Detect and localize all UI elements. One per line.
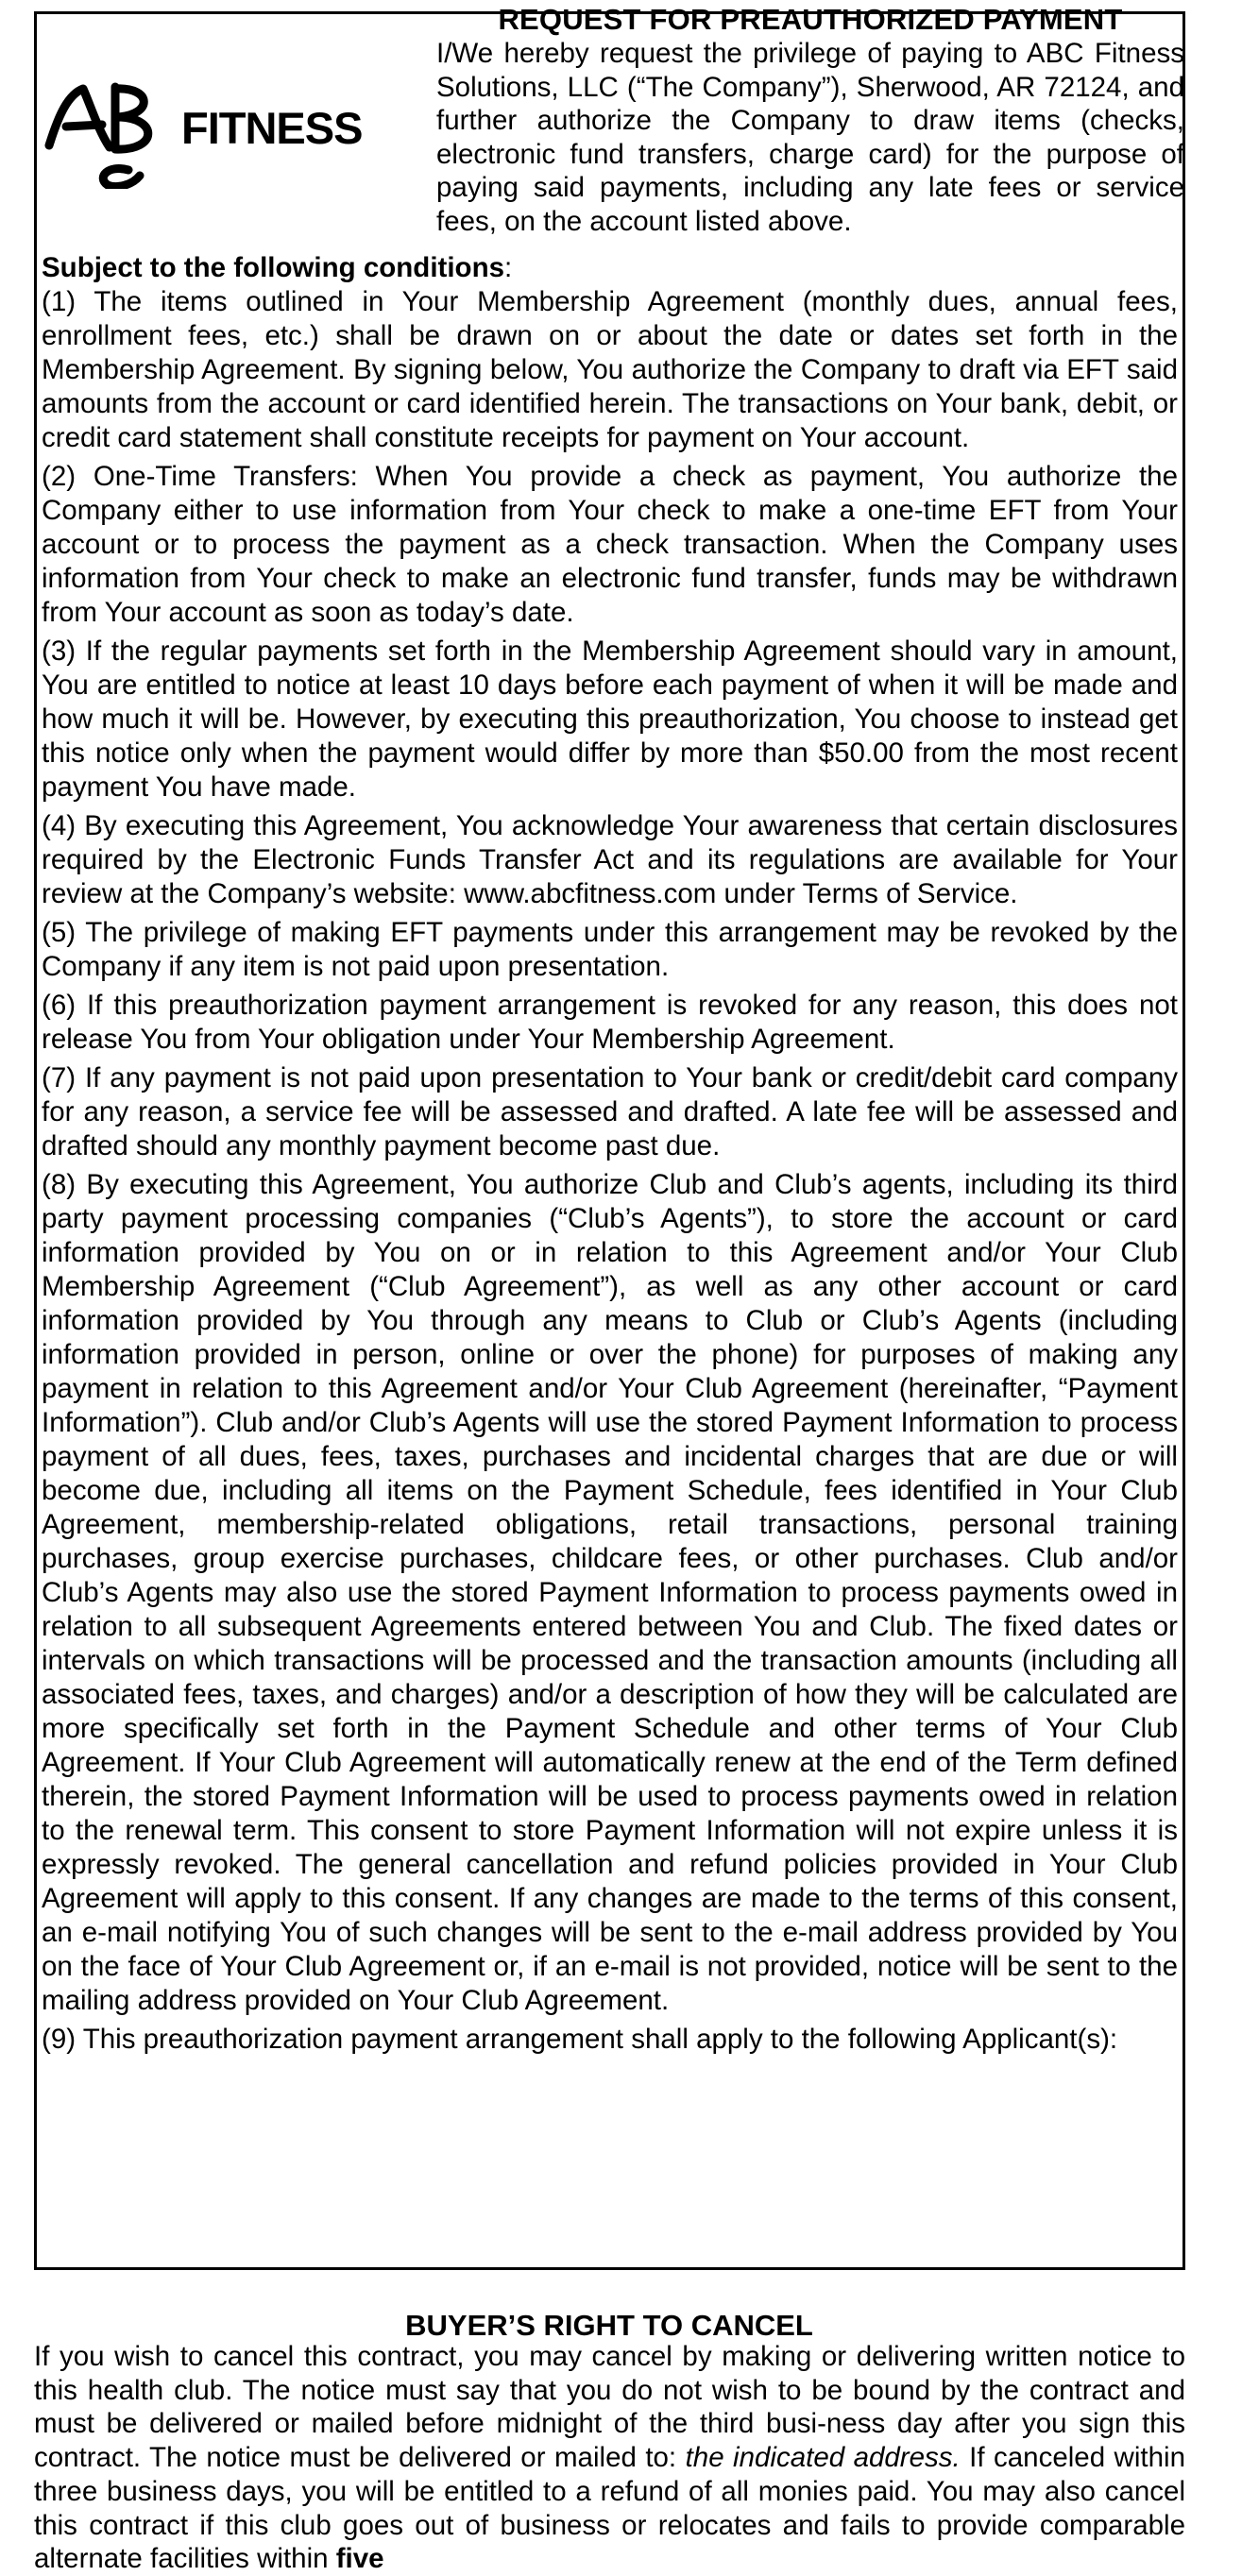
cancel-text-italic: the indicated address. [685,2442,961,2474]
conditions-section [42,251,1178,2061]
condition-item-8: (8) By executing this Agreement, You authorize Club and Club’s agents, including its third party payment processing companies (“Club’s Agents”), to store the account or card information provided by You on or in relation to this Agreement and/or Your Club Membership Agreement (“Club Agreement”), as well as any other account or card information provided by You through any means to Club or Club’s Agents (including information provided in person, online or over the phone) for purposes of making any payment in relation to this Agreement and/or Your Club Agreement (hereinafter, “Payment Information”). Club and/or Club’s Agents will use the stored Payment Information to process payment of all dues, fees, taxes, purchases and incidental charges that are due or will become due, including all items on the Payment Schedule, fees identified in Your Club Agreement, membership-related obligations, retail transactions, personal training purchases, group exercise purchases, childcare fees, or other purchases. Club and/or Club’s Agents may also use the stored Payment Information to process payments owed in relation to all subsequent Agreements entered between You and Club. The fixed dates or intervals on which transactions will be processed and the transaction amounts (including all associated fees, taxes, and charges) and/or a description of how they will be calculated are more specifically set forth in the Payment Schedule and other terms of Your Club Agreement. If Your Club Agreement will automatically renew at the end of the Term defined therein, the stored Payment Information will be used to process payments owed in relation to the renewal term. This consent to store Payment Information will not expire unless it is expressly revoked. The general cancellation and refund policies provided in Your Club Agreement will apply to this consent. If any changes are made to the terms of this consent, an e-mail notifying You of such changes will be sent to the e-mail address provided by You on the face of Your Club Agreement or, if an e-mail is not provided, notice will be sent to the mailing address provided on Your Club Agreement. [42,1169,1178,2016]
condition-item-2: (2) One-Time Transfers: When You provide a check as payment, You authorize the Company either to use information from Your check to make a one-time EFT from Your account or to process the payment as a check transaction. When the Company uses information from Your check to make an electronic fund transfer, funds may be withdrawn from Your account as soon as today’s date. [42,461,1178,628]
conditions-heading-colon: : [504,252,513,283]
condition-item-4: (4) By executing this Agreement, You acknowledge Your awareness that certain disclosures required by the Electronic Funds Transfer Act and its regulations are available for Your review at the Company’s website: www.abcfitness.com under Terms of Service. [42,810,1178,909]
conditions-heading-text: Subject to the following conditions [42,252,504,283]
cancel-text-part-1: If you wish to cancel this contract, you may cancel by making or delivering written notice to this health club. The notice must say that you do not wish to be bound by the contract and must be delivered or mailed before midnight of the third busi-ness day after you sign this contract. The notice must be delivered or mailed to: [34,2341,1185,2474]
condition-item-9: (9) This preauthorization payment arrangement shall apply to the following Applicant(s): [42,2024,1118,2055]
logo-wordmark: FITNESS [181,103,363,153]
abc-logo-mark-icon [42,77,391,189]
request-paragraph: I/We hereby request the privilege of paying to ABC Fitness Solutions, LLC (“The Company”), Sherwood, AR 72124, and further authorize the Company to draw items (checks, electronic fund transfers, charge card) for the purpose of paying said payments, including any late fees or service fees, on the account listed above. [436,38,1184,237]
cancel-text-bold: five [335,2543,384,2575]
condition-item-1: (1) The items outlined in Your Membership Agreement (monthly dues, annual fees, enrollment fees, etc.) shall be drawn on or about the date or dates set forth in the Membership Agreement. By signing below, You authorize the Company to draft via EFT said amounts from the account or card identified herein. The transactions on Your bank, debit, or credit card statement shall constitute receipts for payment on Your account. [42,286,1178,453]
cancel-paragraph [34,2340,1185,2576]
condition-item-7: (7) If any payment is not paid upon presentation to Your bank or credit/debit card company for any reason, a service fee will be assessed and drafted. A late fee will be assessed and drafted should any monthly payment become past due. [42,1062,1178,1161]
request-title: REQUEST FOR PREAUTHORIZED PAYMENT [498,3,1123,36]
abc-fitness-logo [42,77,391,189]
cancel-text-part-2: If canceled within three business days, you will be entitled to a refund of all monies paid. You may also cancel this contract if this club goes out of business or relocates and fails to provide comparable alternate facilities within [34,2442,1185,2575]
conditions-heading [42,251,1178,285]
condition-item-6: (6) If this preauthorization payment arrangement is revoked for any reason, this does not release You from Your obligation under Your Membership Agreement. [42,990,1178,1055]
request-header [436,3,1184,238]
condition-item-3: (3) If the regular payments set forth in the Membership Agreement should vary in amount, You are entitled to notice at least 10 days before each payment of when it will be made and how much it will be. However, by executing this preauthorization, You choose to instead get this notice only when the payment would differ by more than $50.00 from the most recent payment You have made. [42,636,1178,803]
condition-item-5: (5) The privilege of making EFT payments under this arrangement may be revoked by the Company if any item is not paid upon presentation. [42,917,1178,982]
cancel-title: BUYER’S RIGHT TO CANCEL [405,2309,813,2342]
